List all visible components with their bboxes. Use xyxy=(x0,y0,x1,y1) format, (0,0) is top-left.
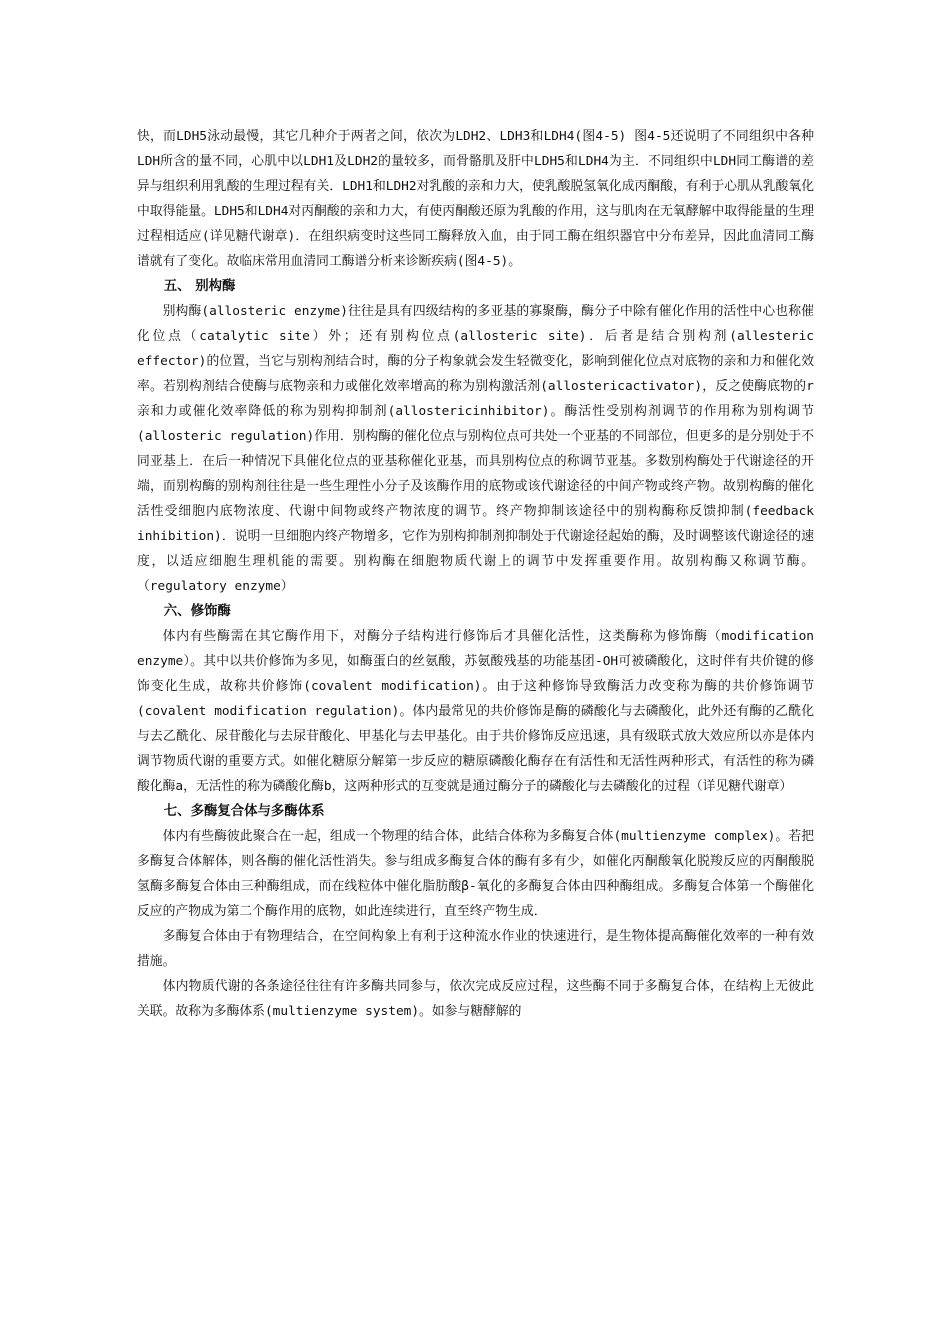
document-page xyxy=(137,124,814,1024)
paragraph-allosteric-enzyme: 别构酶(allosteric enzyme)往往是具有四级结构的多亚基的寡聚酶，酶分子中除有催化作用的活性中心也称催化位点（catalytic site）外；还有别构位点(allosteric site)．后者是结合别构剂(allesteric effector)的位置，当它与别构剂结合时，酶的分子构象就会发生轻微变化，影响到催化位点对底物的亲和力和催化效率。若别构剂结合使酶与底物亲和力或催化效率增高的称为别构激活剂(allostericactivator)，反之使酶底物的r亲和力或催化效率降低的称为别构抑制剂(allostericinhibitor)。酶活性受别构剂调节的作用称为别构调节(allosteric regulation)作用．别构酶的催化位点与别构位点可共处一个亚基的不同部位，但更多的是分别处于不同亚基上．在后一种情况下具催化位点的亚基称催化亚基，而具别构位点的称调节亚基。多数别构酶处于代谢途径的开端，而别构酶的别构剂往往是一些生理性小分子及该酶作用的底物或该代谢途径的中间产物或终产物。故别构酶的催化活性受细胞内底物浓度、代谢中间物或终产物浓度的调节。终产物抑制该途径中的别构酶称反馈抑制(feedback inhibition)．说明一旦细胞内终产物增多，它作为别构抑制剂抑制处于代谢途径起始的酶，及时调整该代谢途径的速度，以适应细胞生理机能的需要。别构酶在细胞物质代谢上的调节中发挥重要作用。故别构酶又称调节酶。（regulatory enzyme） xyxy=(137,304,814,594)
paragraph-multienzyme-efficiency: 多酶复合体由于有物理结合，在空间构象上有利于这种流水作业的快速进行，是生物体提高酶催化效率的一种有效措施。 xyxy=(137,929,814,969)
heading-modification-enzyme: 六、修饰酶 xyxy=(163,604,231,619)
paragraph-modification-enzyme: 体内有些酶需在其它酶作用下，对酶分子结构进行修饰后才具催化活性，这类酶称为修饰酶（modification enzyme）。其中以共价修饰为多见，如酶蛋白的丝氨酸，苏氨酸残基的功能基团-OH可被磷酸化，这时伴有共价键的修饰变化生成，故称共价修饰(covalent modification)。由于这种修饰导致酶活力改变称为酶的共价修饰调节(covalent modification regulation)。体内最常见的共价修饰是酶的磷酸化与去磷酸化，此外还有酶的乙酰化与去乙酰化、尿苷酸化与去尿苷酸化、甲基化与去甲基化。由于共价修饰反应迅速，具有级联式放大效应所以亦是体内调节物质代谢的重要方式。如催化糖原分解第一步反应的糖原磷酸化酶存在有活性和无活性两种形式，有活性的称为磷酸化酶a，无活性的称为磷酸化酶b，这两种形式的互变就是通过酶分子的磷酸化与去磷酸化的过程（详见糖代谢章） xyxy=(137,629,814,794)
heading-allosteric-enzyme: 五、 别构酶 xyxy=(163,279,236,294)
paragraph-ldh-isozymes: 快，而LDH5泳动最慢，其它几种介于两者之间，依次为LDH2、LDH3和LDH4(图4-5) 图4-5还说明了不同组织中各种LDH所含的量不同，心肌中以LDH1及LDH2的量较多，而骨骼肌及肝中LDH5和LDH4为主．不同组织中LDH同工酶谱的差异与组织利用乳酸的生理过程有关．LDH1和LDH2对乳酸的亲和力大，使乳酸脱氢氧化成丙酮酸，有利于心肌从乳酸氧化中取得能量。LDH5和LDH4对丙酮酸的亲和力大，有使丙酮酸还原为乳酸的作用，这与肌肉在无氧酵解中取得能量的生理过程相适应(详见糖代谢章)．在组织病变时这些同工酶释放入血，由于同工酶在组织器官中分布差异，因此血清同工酶谱就有了变化。故临床常用血清同工酶谱分析来诊断疾病(图4-5)。 xyxy=(137,129,814,269)
heading-multienzyme: 七、多酶复合体与多酶体系 xyxy=(163,804,325,819)
paragraph-multienzyme-complex: 体内有些酶彼此聚合在一起，组成一个物理的结合体，此结合体称为多酶复合体(multienzyme complex)。若把多酶复合体解体，则各酶的催化活性消失。参与组成多酶复合体的酶有多有少，如催化丙酮酸氧化脱羧反应的丙酮酸脱氢酶多酶复合体由三种酶组成，而在线粒体中催化脂肪酸β-氧化的多酶复合体由四种酶组成。多酶复合体第一个酶催化反应的产物成为第二个酶作用的底物，如此连续进行，直至终产物生成． xyxy=(137,829,814,919)
paragraph-multienzyme-system: 体内物质代谢的各条途径往往有许多酶共同参与，依次完成反应过程，这些酶不同于多酶复合体，在结构上无彼此关联。故称为多酶体系(multienzyme system)。如参与糖酵解的 xyxy=(137,979,814,1019)
